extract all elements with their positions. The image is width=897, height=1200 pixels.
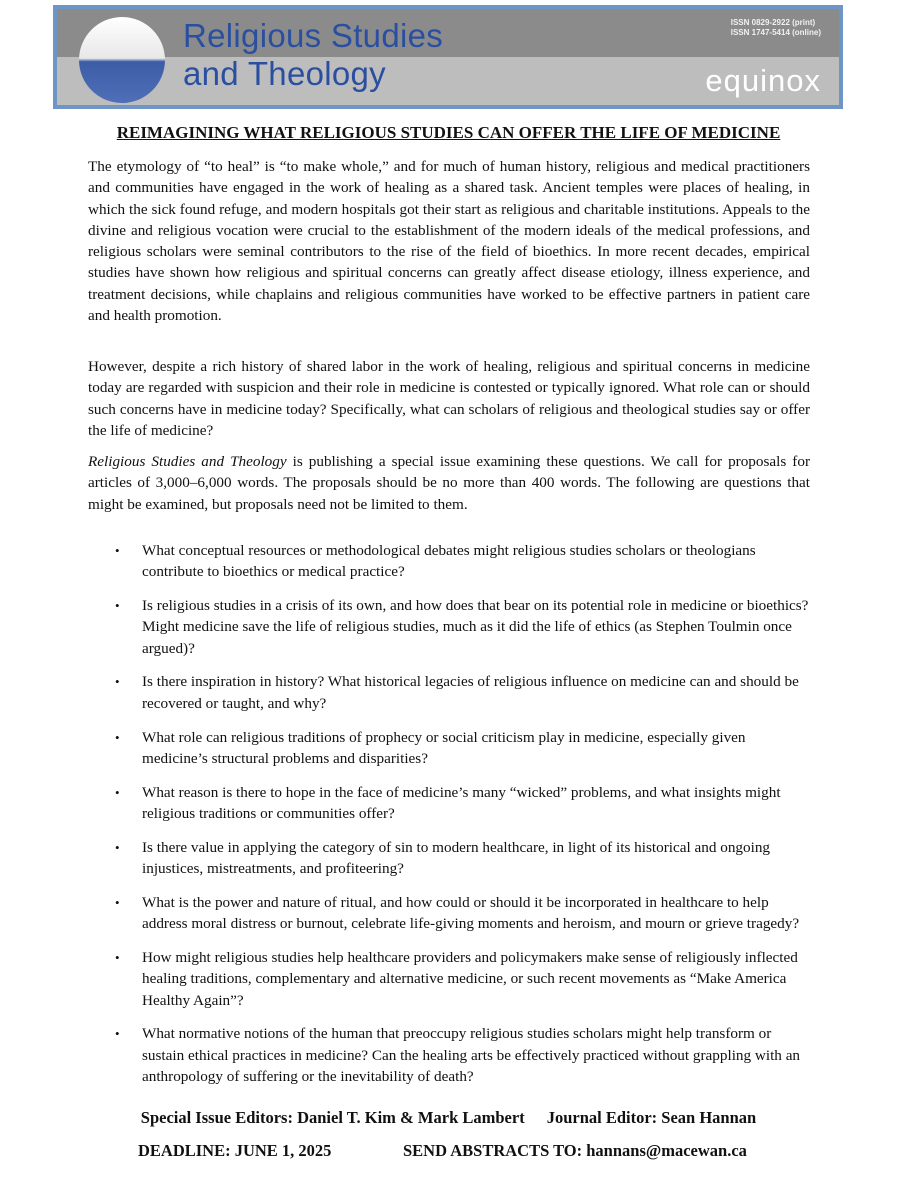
question-text: What role can religious traditions of prophecy or social criticism play in medicine, especially given medicine’s structural problems and disparities? [142, 728, 746, 767]
intro-paragraph: The etymology of “to heal” is “to make whole,” and for much of human history, religious and medical practitioners and communities have engaged in the work of healing as a shared task. Ancient temples were places of healing, in which the sick found refuge, and modern hospitals got their start as religious and charitable institutions. Appeals to the divine and religious vocation were crucial to the establishment of the modern ideals of the medical professions, and religious scholars were seminal contributors to the rise of the field of bioethics. In more recent decades, empirical studies have shown how religious and spiritual concerns can greatly affect disease etiology, illness experience, and treatment decisions, while chaplains and religious communities have worked to be effective partners in patient care and health promotion. [88, 158, 810, 325]
bullet-icon: • [115, 894, 120, 910]
bullet-icon: • [115, 784, 120, 800]
questions-list [88, 540, 810, 1100]
issn-online: ISSN 1747-5414 (online) [730, 28, 821, 37]
call-paragraph [88, 451, 810, 515]
journal-banner [53, 5, 843, 109]
page-heading: REIMAGINING WHAT RELIGIOUS STUDIES CAN OFFER THE LIFE OF MEDICINE [116, 123, 781, 142]
bullet-icon: • [115, 674, 120, 690]
special-issue-editors: Special Issue Editors: Daniel T. Kim & Mark Lambert [140, 1108, 525, 1127]
list-item [88, 540, 810, 583]
issn-print: ISSN 0829-2922 (print) [730, 18, 816, 27]
journal-name-italic: Religious Studies and Theology [88, 453, 287, 470]
send-abstracts: SEND ABSTRACTS TO: hannans@macewan.ca [403, 1141, 747, 1160]
banner-inner [57, 9, 839, 105]
bullet-icon: • [115, 839, 120, 855]
call-paragraph-text: is publishing a special issue examining these questions. We call for proposals for articles of 3,000–6,000 words. The proposals should be no more than 400 words. The following are questions that might be examined, but proposals need not be limited to them. [88, 453, 811, 513]
question-text: Is religious studies in a crisis of its own, and how does that bear on its potential role in medicine or bioethics? Might medicine save the life of religious studies, much as it did the life of ethics (as Stephen Toulmin once argued)? [142, 597, 809, 657]
editors-line [0, 1108, 897, 1128]
bullet-icon: • [115, 543, 120, 558]
journal-logo-icon [79, 17, 165, 103]
journal-title [183, 17, 443, 93]
question-text: What conceptual resources or methodological debates might religious studies scholars or theologians contribute to bioethics or medical practice? [142, 542, 756, 581]
list-item [88, 837, 810, 880]
list-item [88, 782, 810, 825]
issn-block [731, 18, 821, 38]
bullet-icon: • [115, 1026, 120, 1042]
question-text: How might religious studies help healthcare providers and policymakers make sense of religiously inflected healing traditions, complementary and alternative medicine, or such recent movements as “Make America Healthy Again”? [142, 948, 798, 1009]
context-paragraph: However, despite a rich history of shared labor in the work of healing, religious and spiritual concerns in medicine today are regarded with suspicion and their role in medicine is contested or typically ignored. What role can or should such concerns have in medicine today? Specifically, what can scholars of religious and theological studies say or offer the life of medicine? [88, 358, 810, 439]
question-text: What normative notions of the human that preoccupy religious studies scholars might help transform or sustain ethical practices in medicine? Can the healing arts be effectively practiced without grappling with an anthropology of suffering or the inevitability of death? [142, 1025, 801, 1085]
question-text: What is the power and nature of ritual, and how could or should it be incorporated in healthcare to help address moral distress or burnout, celebrate life-giving moments and heroism, and mourn or grieve tragedy? [142, 893, 800, 933]
bullet-icon: • [115, 729, 120, 745]
list-item [88, 595, 810, 659]
list-item [88, 1023, 810, 1087]
question-text: Is there inspiration in history? What historical legacies of religious influence on medicine can and should be recovered or taught, and why? [142, 673, 799, 712]
bullet-icon: • [115, 598, 120, 614]
question-text: Is there value in applying the category of sin to modern healthcare, in light of its historical and ongoing injustices, mistreatments, and profiteering? [142, 838, 771, 878]
journal-editor: Journal Editor: Sean Hannan [546, 1108, 757, 1127]
list-item [88, 671, 810, 714]
deadline: DEADLINE: JUNE 1, 2025 [138, 1141, 332, 1160]
journal-title-line1: Religious Studies [183, 17, 444, 54]
list-item [88, 727, 810, 770]
list-item [88, 947, 810, 1011]
bullet-icon: • [115, 949, 120, 965]
question-text: What reason is there to hope in the face of medicine’s many “wicked” problems, and what insights might religious traditions or communities offer? [142, 783, 781, 822]
journal-title-line2: and Theology [183, 55, 386, 92]
list-item [88, 892, 810, 935]
publisher-logo: equinox [705, 63, 821, 98]
